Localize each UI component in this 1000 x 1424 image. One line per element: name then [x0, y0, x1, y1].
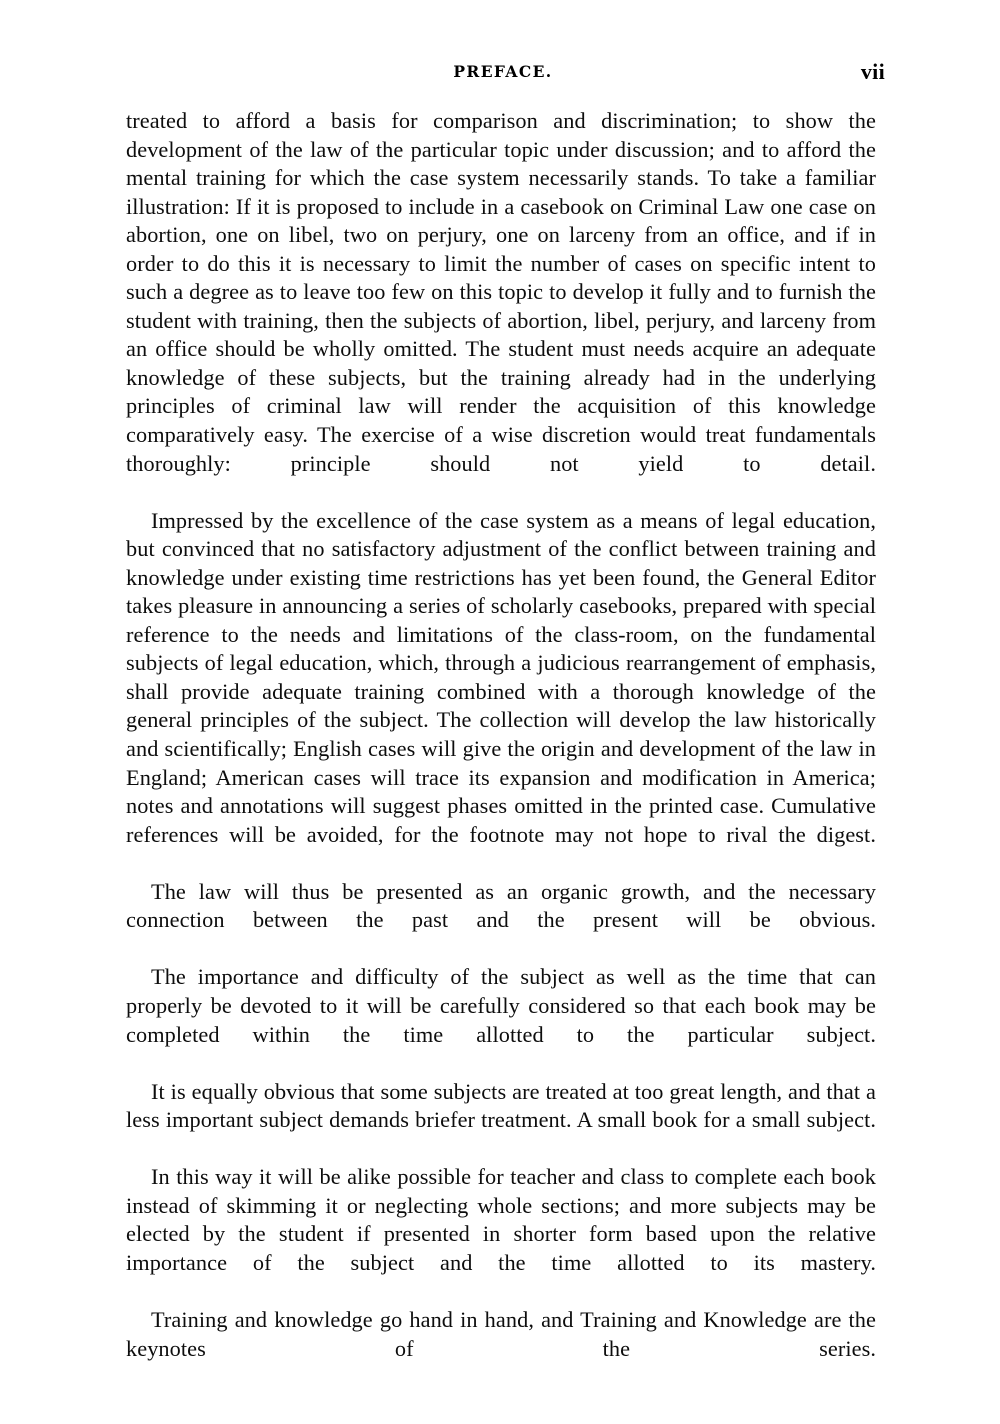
paragraph: Impressed by the excellence of the case system as a means of legal education, but convinced that no satisfactory adjustment of the conflict between training and knowledge under existing time restrictions has yet been found, the General Editor takes pleasure in announcing a series of scholarly casebooks, prepared with special reference to the needs and limitations of the class-room, on the fundamental subjects of legal education, which, through a judicious rearrangement of emphasis, shall provide adequate training combined with a thorough knowledge of the general principles of the subject. The collection will develop the law historically and scientifically; English cases will give the origin and development of the law in England; American cases will trace its expansion and modification in America; notes and annotations will suggest phases omitted in the printed case. Cumulative references will be avoided, for the footnote may not hope to rival the digest. — [126, 507, 876, 847]
paragraph: The law will thus be presented as an organic growth, and the necessary connection between the past and the present will be obvious. — [126, 878, 876, 933]
paragraph: Training and knowledge go hand in hand, and Training and Knowledge are the keynotes of the series. — [126, 1306, 876, 1361]
body-text-block — [126, 107, 876, 1392]
paragraph: It is equally obvious that some subjects are treated at too great length, and that a less important subject demands briefer treatment. A small book for a small subject. — [126, 1078, 876, 1133]
paragraph: The importance and difficulty of the subject as well as the time that can properly be devoted to it will be carefully considered so that each book may be completed within the time allotted to the particular subject. — [126, 964, 876, 1047]
running-head-title: PREFACE. — [453, 62, 553, 81]
paragraph: treated to afford a basis for comparison and discrimination; to show the development of the law of the particular topic under discussion; and to afford the mental training for which the case system necessarily stands. To take a familiar illustration: If it is proposed to include in a casebook on Criminal Law one case on abortion, one on libel, two on perjury, one on larceny from an office, and if in order to do this it is necessary to limit the number of cases on specific intent to such a degree as to leave too few on this topic to develop it fully and to furnish the student with training, then the subjects of abortion, libel, perjury, and larceny from an office should be wholly omitted. The student must needs acquire an adequate knowledge of these subjects, but the training already had in the underlying principles of criminal law will render the acquisition of this knowledge comparatively easy. The exercise of a wise discretion would treat fundamentals thoroughly: principle should not yield to detail. — [126, 108, 876, 476]
paragraph: In this way it will be alike possible for teacher and class to complete each book instead of skimming it or neglecting whole sections; and more subjects may be elected by the student if presented in shorter form based upon the relative importance of the subject and the time allotted to its mastery. — [126, 1164, 876, 1275]
running-head — [126, 59, 885, 90]
page-number: vii — [860, 59, 885, 84]
